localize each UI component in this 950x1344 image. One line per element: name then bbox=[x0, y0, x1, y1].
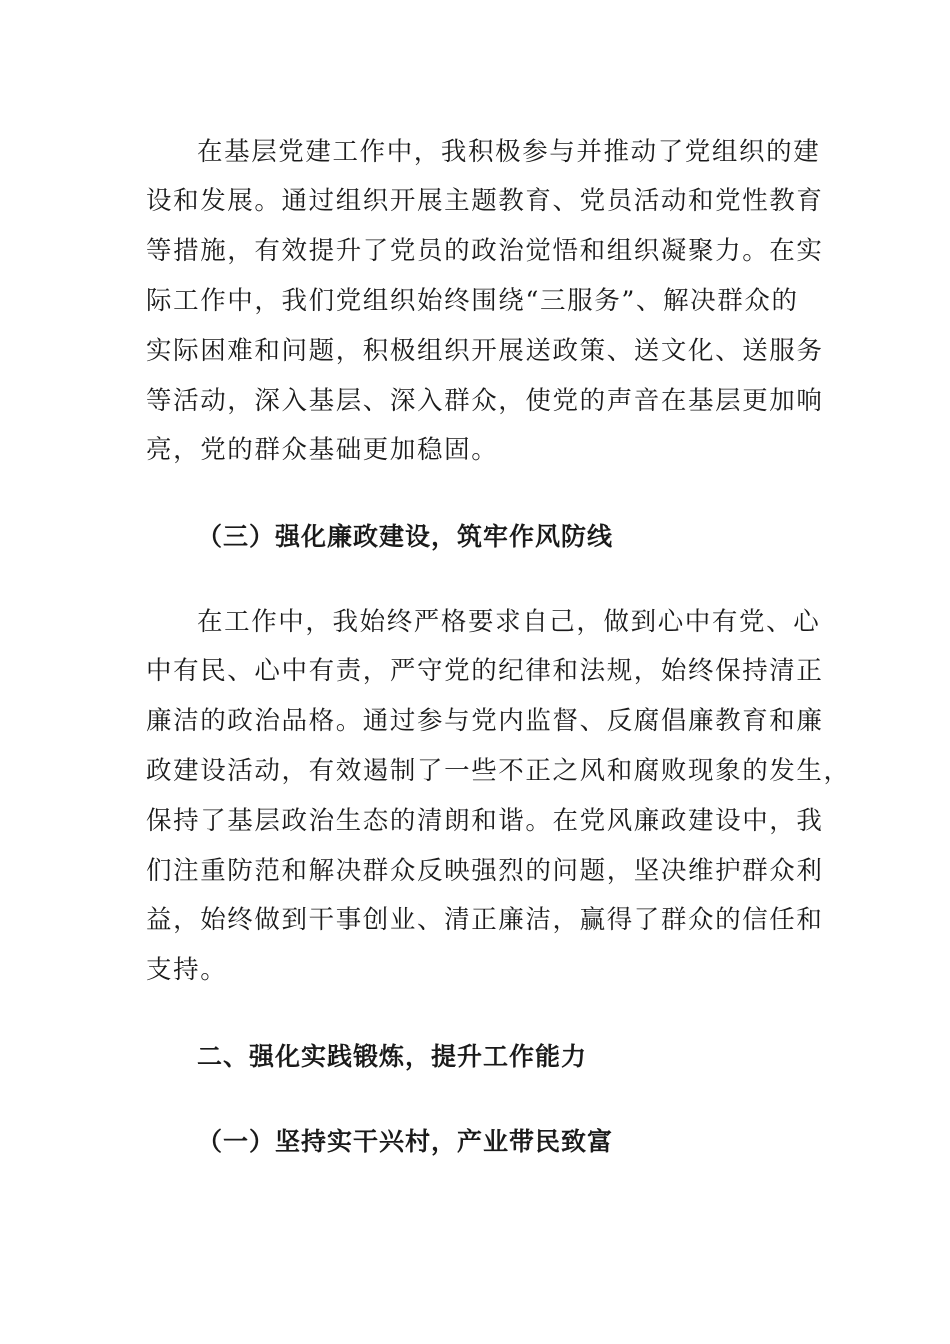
paragraph-line: 等活动，深入基层、深入群众，使党的声音在基层更加响 bbox=[146, 386, 824, 416]
paragraph-line: 实际困难和问题，积极组织开展送政策、送文化、送服务 bbox=[146, 336, 824, 366]
paragraph-line: 等措施，有效提升了党员的政治觉悟和组织凝聚力。在实 bbox=[146, 236, 824, 266]
paragraph-line: 中有民、心中有责，严守党的纪律和法规，始终保持清正 bbox=[146, 656, 824, 686]
paragraph-line: 们注重防范和解决群众反映强烈的问题，坚决维护群众利 bbox=[146, 856, 824, 886]
paragraph-line: 设和发展。通过组织开展主题教育、党员活动和党性教育 bbox=[146, 186, 824, 216]
paragraph-line: 保持了基层政治生态的清朗和谐。在党风廉政建设中，我 bbox=[146, 806, 824, 836]
paragraph-line: 际工作中，我们党组织始终围绕“三服务”、解决群众的 bbox=[146, 286, 799, 316]
section-heading: （三）强化廉政建设，筑牢作风防线 bbox=[197, 522, 614, 551]
subsection-heading: （一）坚持实干兴村，产业带民致富 bbox=[197, 1127, 614, 1156]
paragraph-line: 在基层党建工作中，我积极参与并推动了党组织的建 bbox=[197, 137, 821, 167]
paragraph-line: 政建设活动，有效遏制了一些不正之风和腐败现象的发生， bbox=[146, 756, 851, 786]
paragraph-line: 在工作中，我始终严格要求自己，做到心中有党、心 bbox=[197, 607, 821, 637]
paragraph-line: 支持。 bbox=[146, 955, 228, 985]
paragraph-line: 廉洁的政治品格。通过参与党内监督、反腐倡廉教育和廉 bbox=[146, 706, 824, 736]
paragraph-line: 益，始终做到干事创业、清正廉洁，赢得了群众的信任和 bbox=[146, 905, 824, 935]
paragraph-line: 亮，党的群众基础更加稳固。 bbox=[146, 435, 499, 465]
section-heading: 二、强化实践锻炼，提升工作能力 bbox=[197, 1042, 588, 1071]
